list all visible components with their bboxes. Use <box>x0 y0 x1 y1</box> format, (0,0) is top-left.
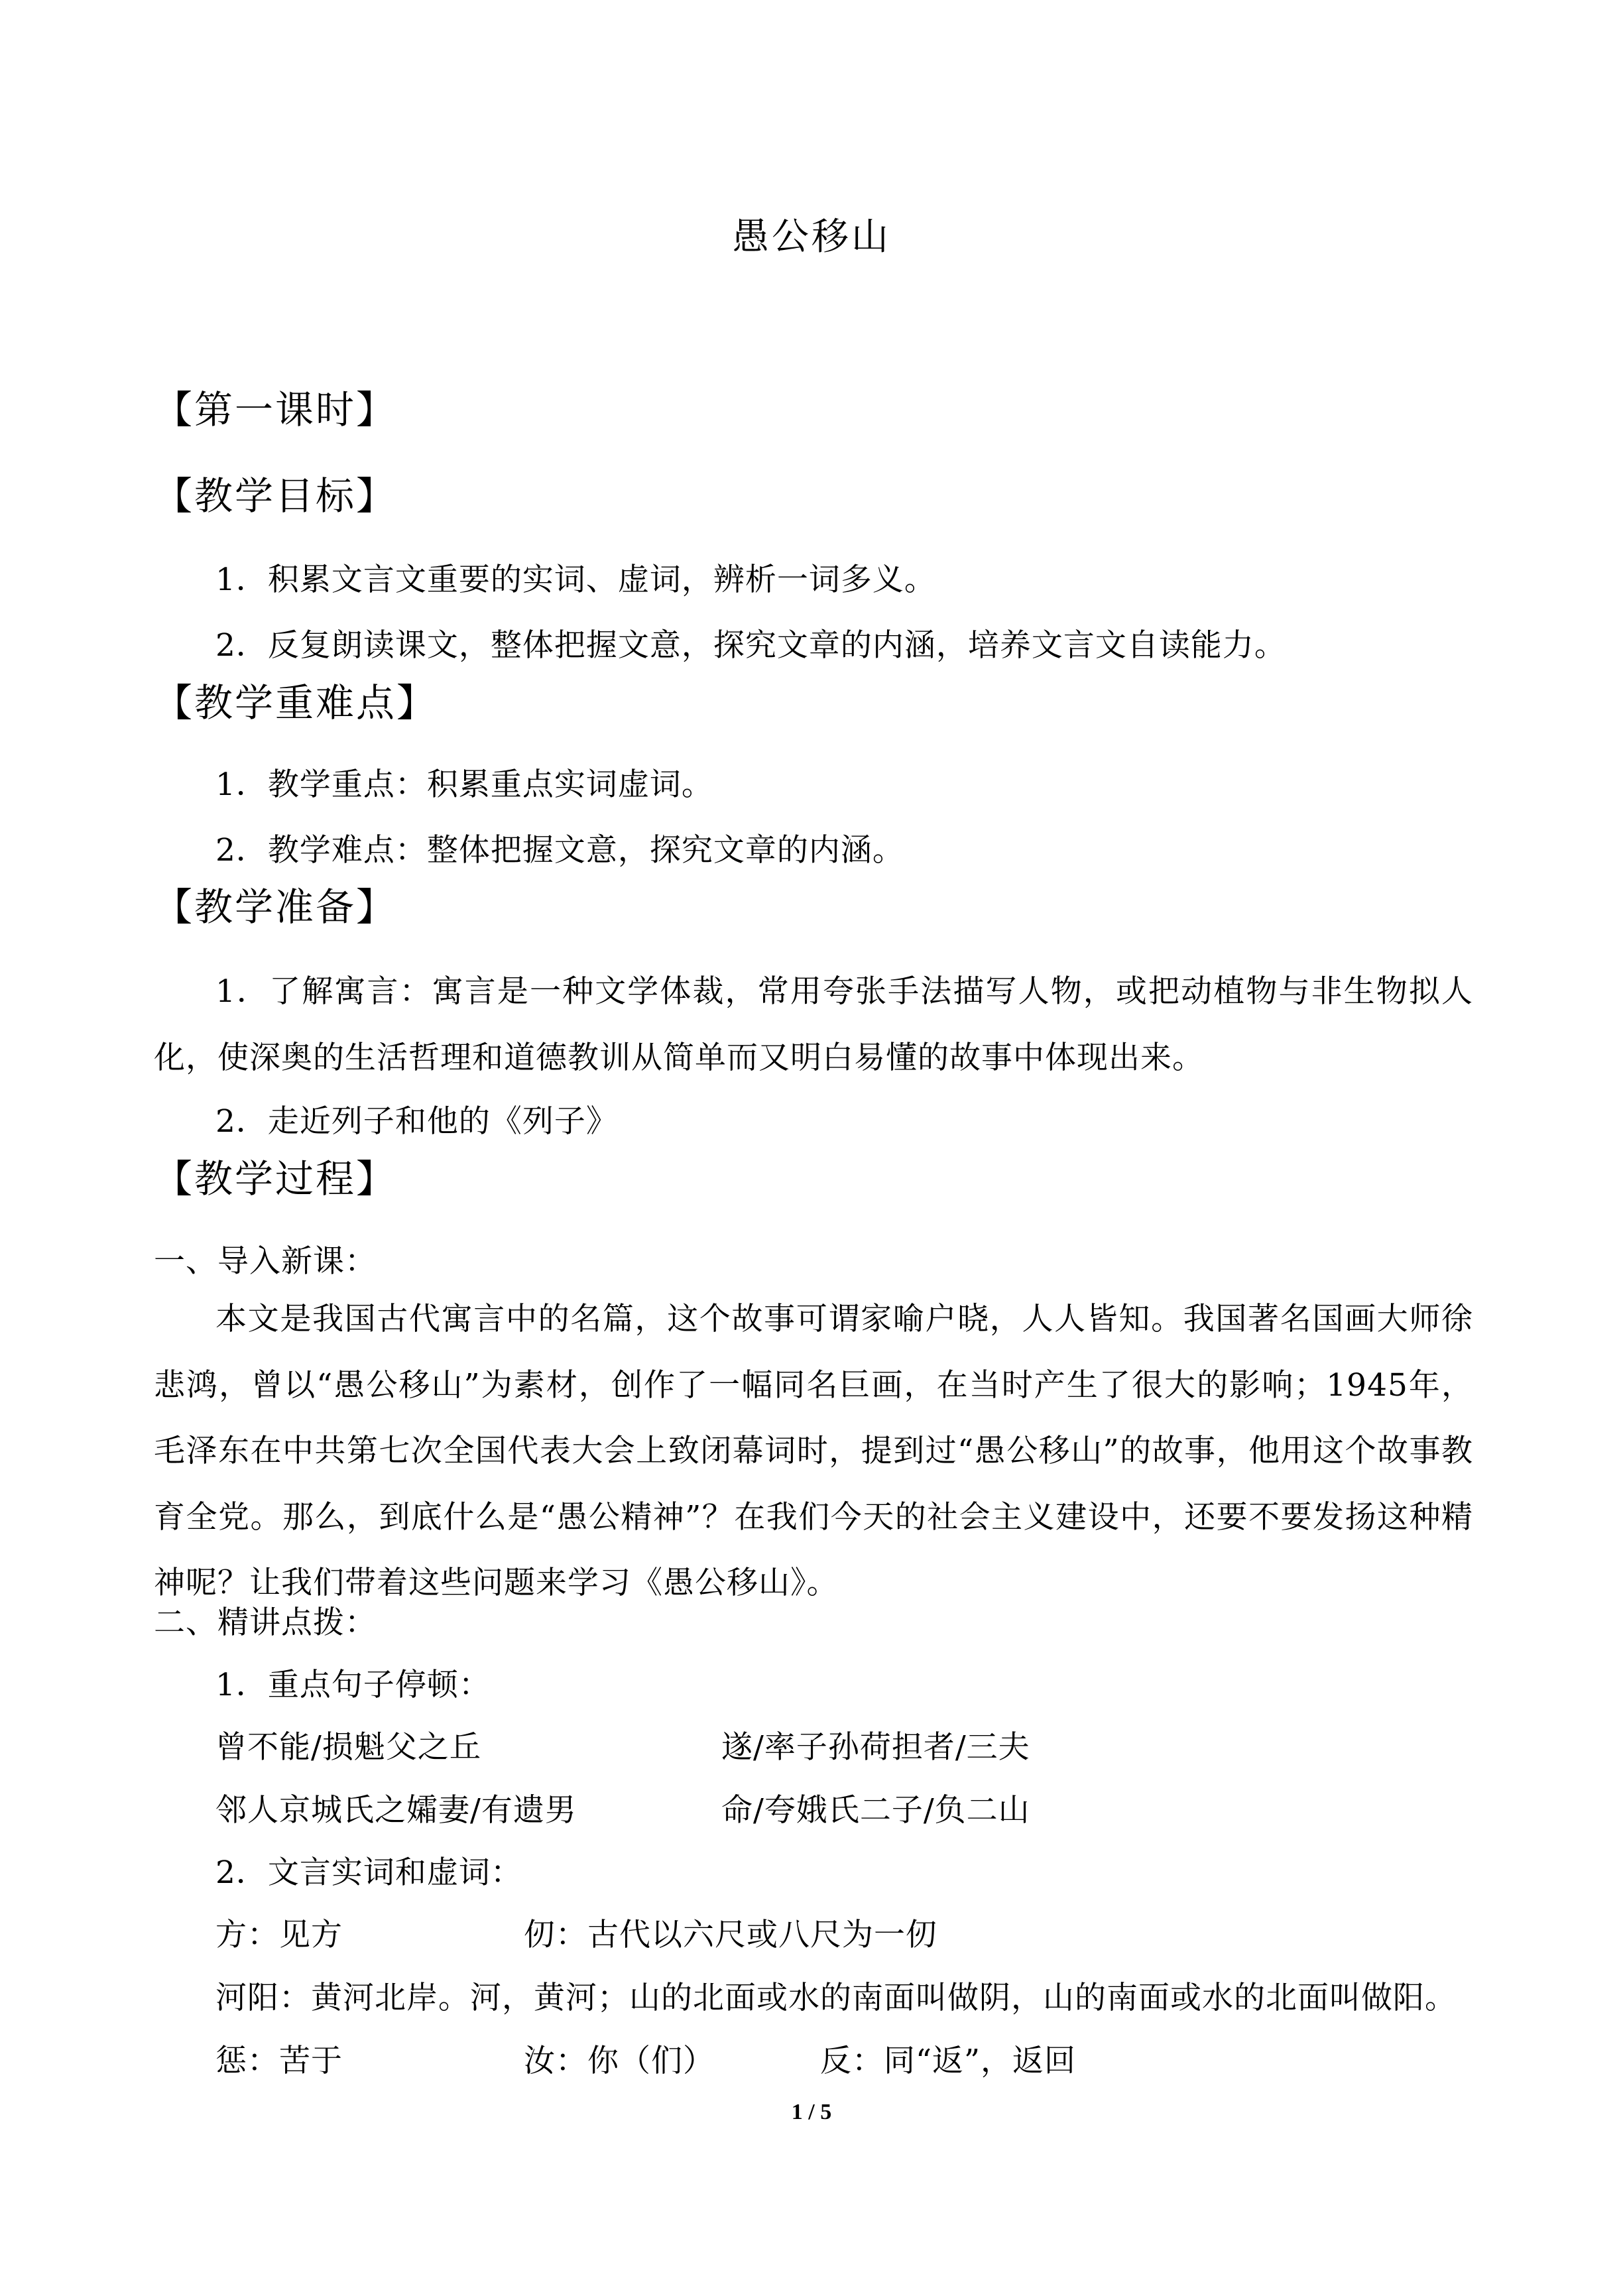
process-subheading-explain: 二、精讲点拨： <box>154 1604 377 1641</box>
preparation-paragraph: 1．了解寓言：寓言是一种文学体裁，常用夸张手法描写人物，或把动植物与非生物拟人化，使深奥的生活哲理和道德教训从简单而又明白易懂的故事中体现出来。 <box>154 973 1473 1076</box>
word-gloss: 河阳：黄河北岸。河，黄河；山的北面或水的南面叫做阴，山的南面或水的北面叫做阳。 <box>215 1980 1457 2016</box>
pause-example: 遂/率子孙荷担者/三夫 <box>721 1729 1030 1766</box>
section-heading-period: 【第一课时】 <box>154 387 397 432</box>
word-gloss: 仞：古代以六尺或八尺为一仞 <box>524 1917 937 1953</box>
section-heading-preparation: 【教学准备】 <box>154 884 397 930</box>
pause-example: 曾不能/损魁父之丘 <box>215 1729 481 1766</box>
document-title: 愚公移山 <box>732 215 891 259</box>
words-heading: 2．文言实词和虚词： <box>215 1854 522 1891</box>
intro-paragraph: 本文是我国古代寓言中的名篇，这个故事可谓家喻户晓，人人皆知。我国著名国画大师徐悲鸿，曾以“愚公移山”为素材，创作了一幅同名巨画，在当时产生了很大的影响；1945年，毛泽东在中共第七次全国代表大会上致闭幕词时，提到过“愚公移山”的故事，他用这个故事教育全党。那么，到底什么是“愚公精神”？在我们今天的社会主义建设中，还要不要发扬这种精神呢？让我们带着这些问题来学习《愚公移山》。 <box>154 1301 1473 1601</box>
word-gloss: 反：同“返”，返回 <box>820 2043 1077 2079</box>
preparation-item: 2．走近列子和他的《列子》 <box>215 1103 618 1140</box>
pause-example: 邻人京城氏之孀妻/有遗男 <box>215 1792 577 1829</box>
page-number: 1 / 5 <box>791 2100 832 2124</box>
word-gloss: 汝：你（们） <box>524 2043 715 2079</box>
pause-example: 命/夸娥氏二子/负二山 <box>721 1792 1030 1829</box>
key-point-item: 1．教学重点：积累重点实词虚词。 <box>215 766 713 803</box>
process-subheading-intro: 一、导入新课： <box>154 1243 377 1280</box>
key-point-item: 2．教学难点：整体把握文意，探究文章的内涵。 <box>215 832 904 869</box>
objective-item: 1．积累文言文重要的实词、虚词，辨析一词多义。 <box>215 562 936 598</box>
pause-heading: 1．重点句子停顿： <box>215 1667 491 1703</box>
word-gloss: 方：见方 <box>215 1917 343 1953</box>
section-heading-process: 【教学过程】 <box>154 1156 397 1201</box>
section-heading-objectives: 【教学目标】 <box>154 473 397 518</box>
objective-item: 2．反复朗读课文，整体把握文意，探究文章的内涵，培养文言文自读能力。 <box>215 627 1286 664</box>
section-heading-key-points: 【教学重难点】 <box>154 680 438 725</box>
word-gloss: 惩：苦于 <box>215 2043 343 2079</box>
